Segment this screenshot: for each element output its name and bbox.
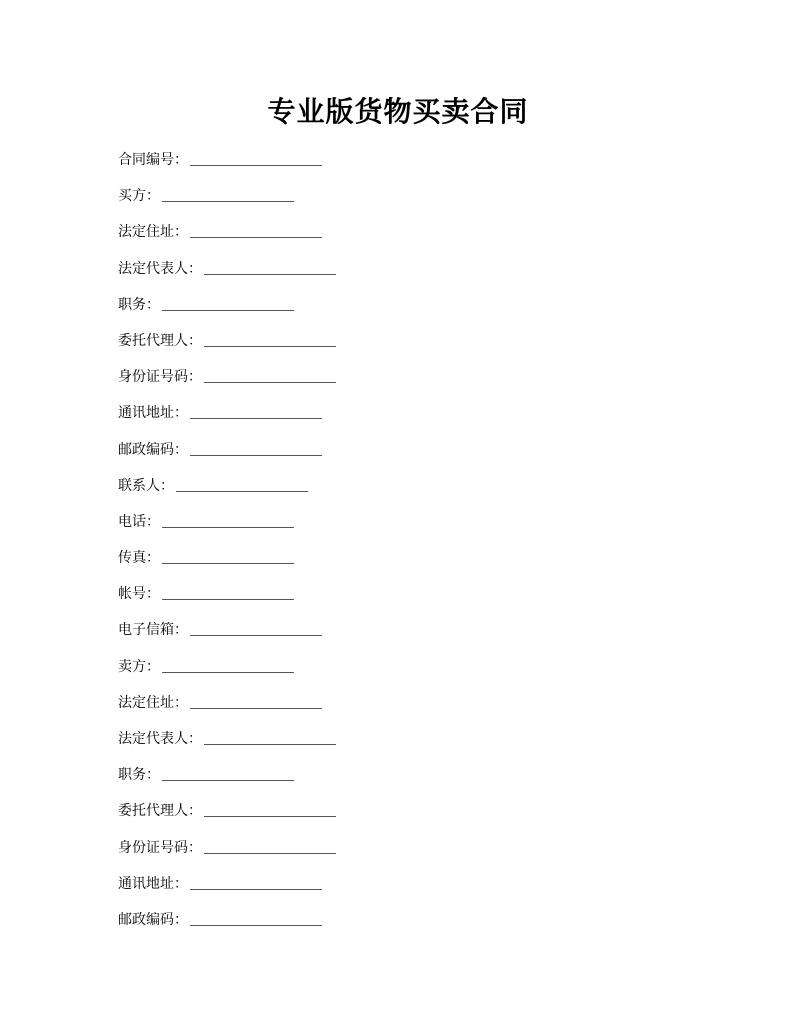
field-label: 帐号： — [118, 586, 160, 603]
field-buyer-contact — [118, 476, 718, 512]
blank-line[interactable] — [190, 150, 322, 166]
field-label: 法定住址： — [118, 224, 188, 241]
field-seller-id-number — [118, 838, 718, 874]
field-buyer-phone — [118, 512, 718, 548]
field-seller — [118, 657, 718, 693]
field-label: 传真： — [118, 550, 160, 567]
blank-line[interactable] — [190, 910, 322, 926]
field-label: 电子信箱： — [118, 622, 188, 639]
field-seller-position — [118, 765, 718, 801]
field-buyer — [118, 186, 718, 222]
field-label: 卖方： — [118, 658, 160, 675]
blank-line[interactable] — [204, 801, 336, 817]
blank-line[interactable] — [204, 331, 336, 347]
field-seller-agent — [118, 801, 718, 837]
blank-line[interactable] — [204, 367, 336, 383]
field-buyer-agent — [118, 331, 718, 367]
blank-line[interactable] — [190, 403, 322, 419]
blank-line[interactable] — [204, 259, 336, 275]
field-label: 身份证号码： — [118, 369, 202, 386]
blank-line[interactable] — [162, 657, 294, 673]
field-buyer-postal-code — [118, 440, 718, 476]
field-label: 邮政编码： — [118, 441, 188, 458]
field-label: 身份证号码： — [118, 839, 202, 856]
field-buyer-email — [118, 620, 718, 656]
field-seller-mailing-address — [118, 874, 718, 910]
field-label: 通讯地址： — [118, 405, 188, 422]
field-label: 法定代表人： — [118, 260, 202, 277]
field-seller-legal-representative — [118, 729, 718, 765]
field-label: 电话： — [118, 513, 160, 530]
field-label: 职务： — [118, 296, 160, 313]
field-seller-postal-code — [118, 910, 718, 946]
document-title: 专业版货物买卖合同 — [267, 95, 529, 128]
field-buyer-fax — [118, 548, 718, 584]
field-buyer-legal-address — [118, 222, 718, 258]
contract-fields — [118, 150, 718, 946]
blank-line[interactable] — [162, 186, 294, 202]
field-label: 通讯地址： — [118, 875, 188, 892]
field-buyer-position — [118, 295, 718, 331]
blank-line[interactable] — [162, 765, 294, 781]
blank-line[interactable] — [190, 440, 322, 456]
field-label: 邮政编码： — [118, 911, 188, 928]
blank-line[interactable] — [190, 222, 322, 238]
field-buyer-account — [118, 584, 718, 620]
field-label: 法定代表人： — [118, 731, 202, 747]
field-buyer-legal-representative — [118, 259, 718, 295]
field-label: 法定住址： — [118, 694, 188, 711]
field-label: 合同编号： — [118, 152, 188, 168]
blank-line[interactable] — [204, 729, 336, 745]
field-buyer-id-number — [118, 367, 718, 403]
blank-line[interactable] — [190, 620, 322, 636]
field-label: 联系人： — [118, 477, 174, 494]
blank-line[interactable] — [204, 838, 336, 854]
blank-line[interactable] — [162, 512, 294, 528]
blank-line[interactable] — [162, 548, 294, 564]
field-label: 职务： — [118, 767, 160, 784]
field-buyer-mailing-address — [118, 403, 718, 439]
blank-line[interactable] — [190, 693, 322, 709]
field-label: 委托代理人： — [118, 803, 202, 820]
blank-line[interactable] — [190, 874, 322, 890]
field-label: 买方： — [118, 188, 160, 205]
field-seller-legal-address — [118, 693, 718, 729]
blank-line[interactable] — [176, 476, 308, 492]
blank-line[interactable] — [162, 584, 294, 600]
field-label: 委托代理人： — [118, 332, 202, 349]
field-contract-number — [118, 150, 718, 186]
blank-line[interactable] — [162, 295, 294, 311]
